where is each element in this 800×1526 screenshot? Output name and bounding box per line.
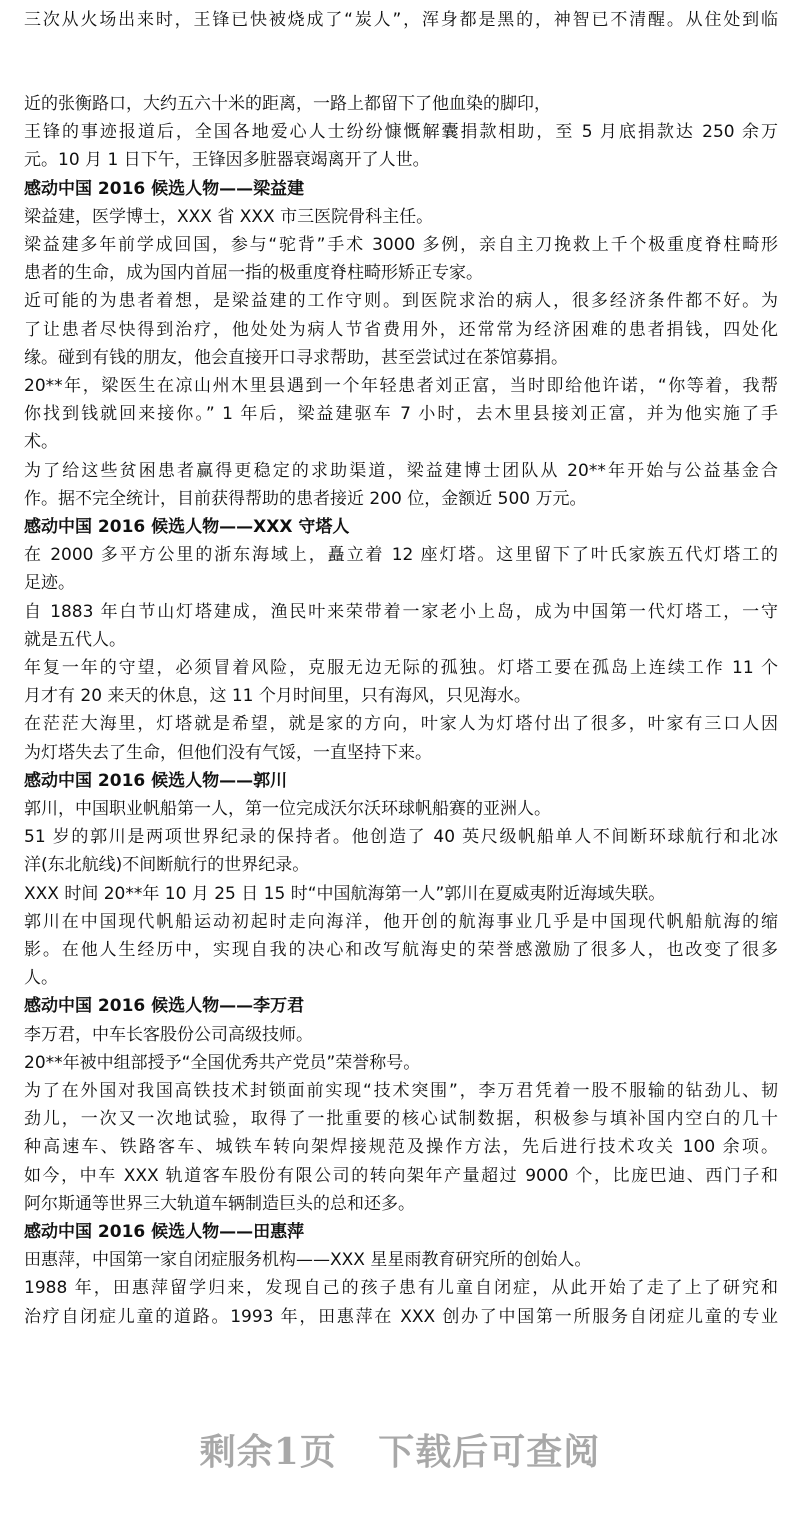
section-heading: 感动中国 2016 候选人物——李万君 bbox=[24, 996, 305, 1017]
text-line: 元。10 月 1 日下午，王锋因多脏器衰竭离开了人世。 bbox=[24, 150, 430, 171]
text-line: 人。 bbox=[24, 968, 58, 989]
text-line: 月才有 20 来天的休息，这 11 个月时间里，只有海风，只见海水。 bbox=[24, 686, 531, 707]
text-line: 在 2000 多平方公里的浙东海域上，矗立着 12 座灯塔。这里留下了叶氏家族五代灯塔工的 bbox=[24, 545, 778, 566]
text-line: 阿尔斯通等世界三大轨道车辆制造巨头的总和还多。 bbox=[24, 1193, 415, 1214]
text-line: 劲儿，一次又一次地试验，取得了一批重要的核心试制数据，积极参与填补国内空白的几十 bbox=[24, 1109, 778, 1130]
text-line: 郭川在中国现代帆船运动初起时走向海洋，他开创的航海事业几乎是中国现代帆船航海的缩 bbox=[24, 911, 778, 932]
text-line: 梁益建多年前学成回国，参与“驼背”手术 3000 多例，亲自主刀挽救上千个极重度脊柱畸形 bbox=[24, 235, 778, 255]
text-line: 为了给这些贫困患者赢得更稳定的求助渠道，梁益建博士团队从 20**年开始与公益基金合 bbox=[24, 460, 778, 481]
text-line: 患者的生命，成为国内首屈一指的极重度脊柱畸形矫正专家。 bbox=[24, 263, 483, 284]
text-line: 缘。碰到有钱的朋友，他会直接开口寻求帮助，甚至尝试过在茶馆募捐。 bbox=[24, 347, 568, 368]
text-line: 作。据不完全统计，目前获得帮助的患者接近 200 位，金额近 500 万元。 bbox=[24, 488, 587, 509]
text-line: 20**年，梁医生在凉山州木里县遇到一个年轻患者刘正富，当时即给他许诺，“你等着，我帮 bbox=[24, 376, 778, 396]
text-line: 术。 bbox=[24, 432, 58, 453]
section-heading: 感动中国 2016 候选人物——田惠萍 bbox=[24, 1222, 305, 1242]
text-line: 梁益建，医学博士，XXX 省 XXX 市三医院骨科主任。 bbox=[24, 206, 434, 227]
text-line: 20**年被中组部授予“全国优秀共产党员”荣誉称号。 bbox=[24, 1052, 421, 1073]
text-line: 三次从火场出来时，王锋已快被烧成了“炭人”，浑身都是黑的，神智已不清醒。从住处到临 bbox=[24, 10, 778, 30]
text-line: 年复一年的守望，必须冒着风险，克服无边无际的孤独。灯塔工要在孤岛上连续工作 11 个 bbox=[24, 658, 778, 678]
text-line: 近可能的为患者着想，是梁益建的工作守则。到医院求治的病人，很多经济条件都不好。为 bbox=[24, 291, 778, 312]
section-heading: 感动中国 2016 候选人物——郭川 bbox=[24, 770, 288, 791]
text-line: 如今，中车 XXX 轨道客车股份有限公司的转向架年产量超过 9000 个，比庞巴迪、西门子和 bbox=[24, 1165, 778, 1186]
section-heading: 感动中国 2016 候选人物——XXX 守塔人 bbox=[24, 517, 350, 537]
text-line: 在茫茫大海里，灯塔就是希望，就是家的方向，叶家人为灯塔付出了很多，叶家有三口人因 bbox=[24, 714, 778, 735]
remaining-pages-text: 剩余1页 bbox=[199, 1431, 337, 1473]
text-line: 种高速车、铁路客车、城铁车转向架焊接规范及操作方法，先后进行技术攻关 100 余项。 bbox=[24, 1137, 778, 1158]
text-line: 1988 年，田惠萍留学归来，发现自己的孩子患有儿童自闭症，从此开始了走了上了研究和 bbox=[24, 1278, 778, 1299]
text-line: 你找到钱就回来接你。” 1 年后，梁益建驱车 7 小时，去木里县接刘正富，并为他实施了手 bbox=[24, 404, 778, 425]
text-line: 治疗自闭症儿童的道路。1993 年，田惠萍在 XXX 创办了中国第一所服务自闭症儿童的专业 bbox=[24, 1306, 778, 1327]
text-line: 足迹。 bbox=[24, 573, 75, 594]
download-to-read-text[interactable]: 下载后可查阅 bbox=[378, 1431, 601, 1473]
text-line: 51 岁的郭川是两项世界纪录的保持者。他创造了 40 英尺级帆船单人不间断环球航行和北冰 bbox=[24, 827, 778, 848]
text-line: 了让患者尽快得到治疗，他处处为病人节省费用外，还常常为经济困难的患者捐钱，四处化 bbox=[24, 319, 778, 340]
text-line: 影。在他人生经历中，实现自我的决心和改写航海史的荣誉感激励了很多人，也改变了很多 bbox=[24, 940, 778, 960]
text-line: 自 1883 年白节山灯塔建成，渔民叶来荣带着一家老小上岛，成为中国第一代灯塔工，一守 bbox=[24, 601, 778, 622]
section-heading: 感动中国 2016 候选人物——梁益建 bbox=[24, 178, 305, 199]
text-line: 王锋的事迹报道后，全国各地爱心人士纷纷慷慨解囊捐款相助，至 5 月底捐款达 250 余万 bbox=[24, 122, 778, 143]
download-prompt[interactable] bbox=[0, 1424, 800, 1475]
text-line: XXX 时间 20**年 10 月 25 日 15 时“中国航海第一人”郭川在夏威夷附近海域失联。 bbox=[24, 883, 666, 904]
text-line: 为了在外国对我国高铁技术封锁面前实现“技术突围”，李万君凭着一股不服输的钻劲儿、韧 bbox=[24, 1081, 778, 1101]
text-line: 近的张衡路口，大约五六十米的距离，一路上都留下了他血染的脚印， bbox=[24, 94, 551, 114]
text-line: 洋(东北航线)不间断航行的世界纪录。 bbox=[24, 855, 310, 876]
text-line: 就是五代人。 bbox=[24, 629, 126, 650]
text-line: 郭川，中国职业帆船第一人，第一位完成沃尔沃环球帆船赛的亚洲人。 bbox=[24, 799, 551, 819]
text-line: 田惠萍，中国第一家自闭症服务机构——XXX 星星雨教育研究所的创始人。 bbox=[24, 1250, 592, 1271]
text-line: 李万君，中车长客股份公司高级技师。 bbox=[24, 1024, 313, 1045]
text-line: 为灯塔失去了生命，但他们没有气馁，一直坚持下来。 bbox=[24, 742, 432, 763]
